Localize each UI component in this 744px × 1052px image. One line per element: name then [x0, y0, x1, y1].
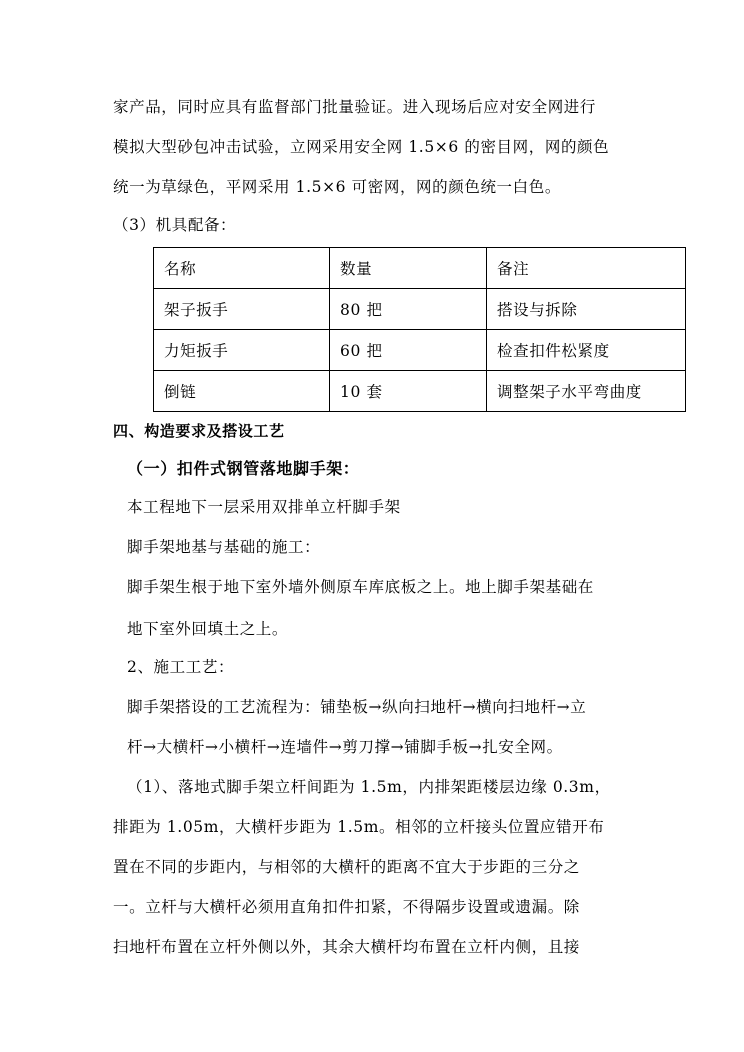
table-row	[154, 289, 686, 330]
section-heading: 四、构造要求及搭设工艺	[113, 422, 285, 440]
table-cell: 10 套	[330, 371, 487, 412]
paragraph-line: 本工程地下一层采用双排单立杆脚手架	[127, 498, 401, 516]
subsection-heading: （一）扣件式钢管落地脚手架：	[127, 459, 360, 478]
paragraph-line: 扫地杆布置在立杆外侧以外，其余大横杆均布置在立杆内侧，且接	[113, 938, 580, 956]
table-cell: 80 把	[330, 289, 487, 330]
paragraph-line: （1）、落地式脚手架立杆间距为 1.5m，内排架距楼层边缘 0.3m，	[127, 778, 611, 796]
table-cell: 架子扳手	[154, 289, 330, 330]
paragraph-line: 杆→大横杆→小横杆→连墙件→剪刀撑→铺脚手板→扎安全网。	[127, 738, 563, 756]
equipment-table	[153, 247, 686, 412]
paragraph-line: 脚手架生根于地下室外墙外侧原车库底板之上。地上脚手架基础在	[127, 578, 594, 596]
equipment-heading: （3）机具配备：	[113, 216, 237, 234]
paragraph-line: 一。立杆与大横杆必须用直角扣件扣紧，不得隔步设置或遗漏。除	[113, 898, 580, 916]
table-cell: 力矩扳手	[154, 330, 330, 371]
paragraph-line: 地下室外回填土之上。	[127, 620, 289, 638]
table-cell: 60 把	[330, 330, 487, 371]
table-header-cell: 备注	[487, 248, 686, 289]
table-row	[154, 330, 686, 371]
paragraph-line: 模拟大型砂包冲击试验，立网采用安全网 1.5×6 的密目网，网的颜色	[113, 138, 610, 156]
paragraph-line: 家产品，同时应具有监督部门批量验证。进入现场后应对安全网进行	[113, 98, 597, 116]
table-row	[154, 371, 686, 412]
paragraph-line: 排距为 1.05m，大横杆步距为 1.5m。相邻的立杆接头位置应错开布	[113, 818, 605, 836]
table-header-cell: 数量	[330, 248, 487, 289]
paragraph-line: 2、施工工艺：	[127, 658, 235, 676]
table-cell: 调整架子水平弯曲度	[487, 371, 686, 412]
table-header-row	[154, 248, 686, 289]
paragraph-line: 脚手架搭设的工艺流程为：铺垫板→纵向扫地杆→横向扫地杆→立	[127, 698, 587, 716]
paragraph-line: 置在不同的步距内，与相邻的大横杆的距离不宜大于步距的三分之	[113, 858, 580, 876]
paragraph-line: 脚手架地基与基础的施工：	[127, 538, 321, 556]
table-header-cell: 名称	[154, 248, 330, 289]
table-cell: 检查扣件松紧度	[487, 330, 686, 371]
table-cell: 搭设与拆除	[487, 289, 686, 330]
table-cell: 倒链	[154, 371, 330, 412]
paragraph-line: 统一为草绿色，平网采用 1.5×6 可密网，网的颜色统一白色。	[113, 178, 561, 196]
